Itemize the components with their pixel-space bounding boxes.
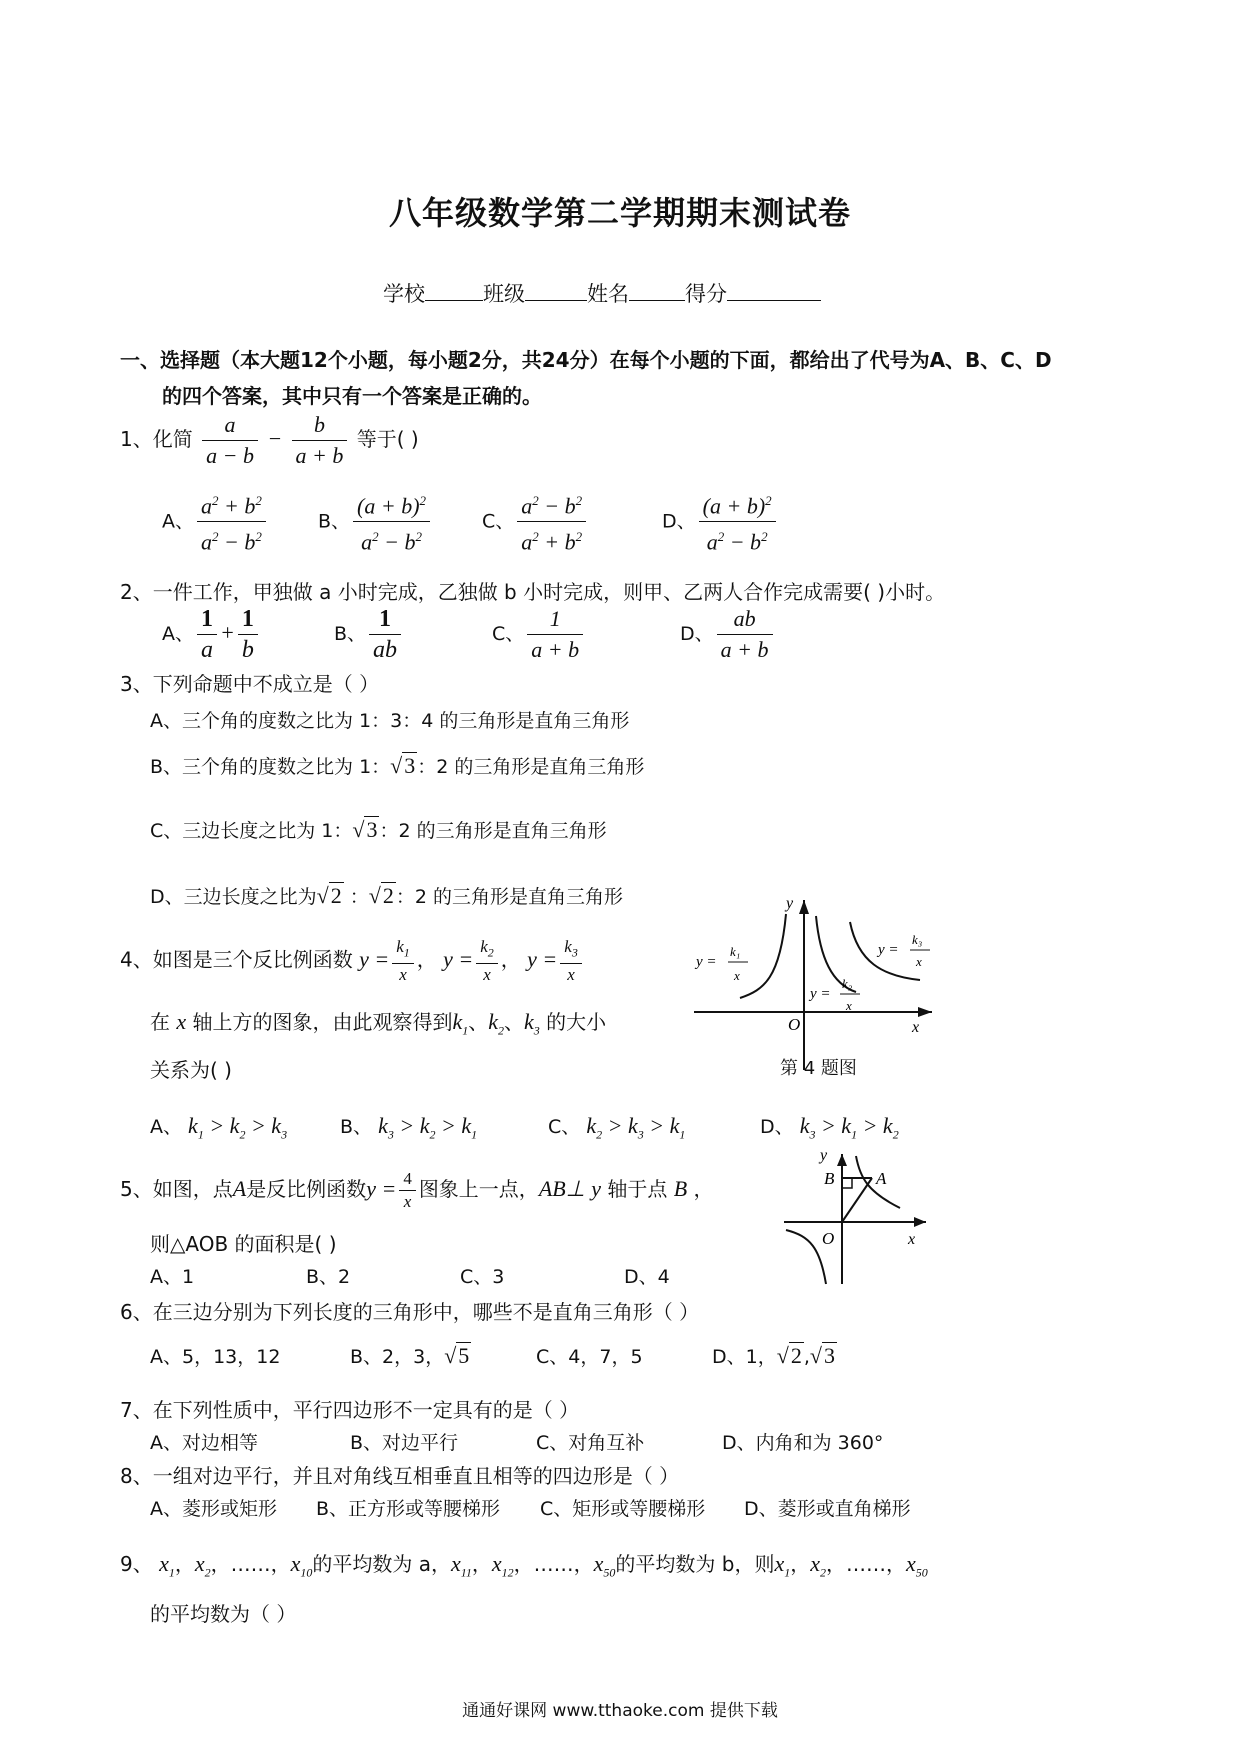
- origin-label: O: [788, 1015, 801, 1034]
- option-label: C、: [482, 510, 515, 533]
- point-b-label: B: [824, 1169, 835, 1188]
- q2-option-d[interactable]: [680, 604, 776, 665]
- q7-option-d[interactable]: D、内角和为 360°: [722, 1432, 884, 1454]
- q4-option-c[interactable]: C、 $k_2 > k_3 > k_1$: [548, 1113, 686, 1142]
- fraction: $\frac{k_1}{x}$: [392, 936, 414, 986]
- fraction: $\frac{a^2 - b^2}{a^2 + b^2}$: [517, 486, 586, 558]
- option-text: B、三个角的度数之比为 1：: [150, 756, 391, 778]
- q5-text: AB⊥: [538, 1176, 585, 1201]
- y-axis-arrow: [799, 900, 809, 914]
- segment-oa: [842, 1178, 872, 1222]
- fraction: $\frac{4}{x}$: [399, 1168, 416, 1213]
- question-4: 4、如图是三个反比例函数 y = $\frac{k_1}{x}$ ， y = $\frac{k_2}{x}$ ， y = $\frac{k_3}{x}$: [120, 936, 585, 986]
- q6-option-b[interactable]: [350, 1342, 471, 1369]
- hyperbola-branch-2: [786, 1230, 826, 1284]
- y-label: y: [786, 895, 794, 912]
- fraction: $\frac{b}{a + b}$: [292, 410, 348, 471]
- option-label: C、: [548, 1116, 581, 1138]
- q4-option-a[interactable]: A、 $k_1 > k_2 > k_3$: [150, 1113, 288, 1142]
- option-text: ：2 的三角形是直角三角形: [417, 756, 645, 778]
- sqrt-5: √5: [444, 1343, 470, 1368]
- fraction: $\frac{k_3}{x}$: [560, 936, 582, 986]
- q1-option-d[interactable]: [662, 486, 779, 558]
- q5-text: 轴于点: [607, 1177, 668, 1201]
- fraction: $\frac{a^2 + b^2}{a^2 - b^2}$: [197, 486, 266, 558]
- option-label: A、: [150, 1116, 182, 1138]
- q5-figure: [780, 1148, 930, 1288]
- label-k2-num: k₂: [842, 976, 853, 991]
- section-line-2: 的四个答案，其中只有一个答案是正确的。: [162, 384, 542, 408]
- label-k3-num: k₃: [912, 932, 923, 947]
- option-label: A、: [162, 510, 194, 533]
- right-angle-mark: [842, 1178, 852, 1188]
- name-label: 姓名: [587, 282, 629, 306]
- section-line-1: 一、选择题（本大题12个小题，每小题2分，共24分）在每个小题的下面，都给出了代号为A、B、C、D: [120, 348, 1052, 372]
- q5-option-d[interactable]: D、4: [624, 1266, 670, 1288]
- q8-option-b[interactable]: B、正方形或等腰梯形: [316, 1498, 501, 1520]
- option-label: B、: [318, 510, 351, 533]
- school-label: 学校: [383, 282, 425, 306]
- option-text: D、三边长度之比为: [150, 886, 317, 908]
- sqrt-3: √3: [809, 1343, 835, 1368]
- option-label: B、: [334, 623, 367, 645]
- q4-option-b[interactable]: B、 $k_3 > k_2 > k_1$: [340, 1113, 478, 1142]
- school-blank[interactable]: [425, 282, 483, 301]
- q9-text: 的平均数为 b，则: [615, 1552, 775, 1576]
- score-label: 得分: [685, 282, 727, 306]
- label-k1: y =: [696, 954, 717, 970]
- q4-option-d[interactable]: D、 $k_3 > k_1 > k_2$: [760, 1113, 899, 1142]
- q5-text: 图象上一点，: [418, 1177, 539, 1201]
- q4-line-3: 关系为( ): [150, 1058, 232, 1082]
- q4-figure: [686, 894, 940, 1074]
- fraction: $\frac{ab}{a + b}$: [717, 604, 773, 665]
- label-k2-den: x: [846, 998, 852, 1013]
- fraction: $\frac{1}{a + b}$: [527, 604, 583, 665]
- fraction: $\frac{(a + b)^2}{a^2 - b^2}$: [353, 486, 430, 558]
- q4-figure-caption: 第 4 题图: [780, 1058, 857, 1079]
- q3-option-a[interactable]: A、三个角的度数之比为 1：3：4 的三角形是直角三角形: [150, 710, 630, 732]
- origin-label: O: [822, 1229, 835, 1248]
- fraction: $\frac{1}{a}$: [197, 604, 217, 665]
- q1-option-b[interactable]: [318, 486, 433, 558]
- q5-option-b[interactable]: B、2: [306, 1266, 351, 1288]
- class-label: 班级: [483, 282, 525, 306]
- q4-prefix: 4、如图是三个反比例函数: [120, 947, 353, 972]
- name-blank[interactable]: [629, 282, 685, 301]
- q9-line-2: 的平均数为（ ）: [150, 1602, 297, 1626]
- fraction: $\frac{1}{ab}$: [369, 604, 401, 665]
- option-text: ：2 的三角形是直角三角形: [395, 886, 623, 908]
- q8-option-a[interactable]: A、菱形或矩形: [150, 1498, 277, 1520]
- fraction: $\frac{k_2}{x}$: [476, 936, 498, 986]
- section-heading: [120, 342, 1140, 414]
- option-text: ：2 的三角形是直角三角形: [379, 820, 607, 842]
- option-label: B、2，3，: [350, 1346, 445, 1368]
- option-label: B、: [340, 1116, 373, 1138]
- q1-suffix: 等于( ): [356, 427, 419, 451]
- question-6: 6、在三边分别为下列长度的三角形中，哪些不是直角三角形（ ）: [120, 1300, 700, 1324]
- sqrt-3: √3: [352, 817, 378, 842]
- question-8: 8、一组对边平行，并且对角线互相垂直且相等的四边形是（ ）: [120, 1464, 680, 1488]
- x-axis-arrow: [914, 1217, 926, 1227]
- q3-option-c[interactable]: [150, 816, 607, 843]
- q7-option-b[interactable]: B、对边平行: [350, 1432, 459, 1454]
- q6-option-a[interactable]: A、5，13，12: [150, 1346, 281, 1368]
- q7-option-a[interactable]: A、对边相等: [150, 1432, 258, 1454]
- q5-line-2: 则△AOB 的面积是( ): [150, 1232, 337, 1256]
- q5-option-c[interactable]: C、3: [460, 1266, 505, 1288]
- q2-option-a[interactable]: A、 $\frac{1}{a}$ + $\frac{1}{b}$: [162, 604, 261, 665]
- question-3: 3、下列命题中不成立是（ ）: [120, 672, 380, 696]
- option-label: A、: [162, 623, 194, 645]
- q1-prefix: 1、化简: [120, 427, 193, 451]
- sqrt-2: √2: [776, 1343, 802, 1368]
- sqrt-2: √2: [316, 883, 342, 908]
- score-blank[interactable]: [727, 282, 821, 301]
- fraction: $\frac{a}{a - b}$: [202, 410, 258, 471]
- q5-text: 是反比例函数: [246, 1177, 367, 1201]
- q1-option-a[interactable]: [162, 486, 269, 558]
- fraction: $\frac{(a + b)^2}{a^2 - b^2}$: [699, 486, 776, 558]
- option-label: D、: [662, 510, 696, 533]
- q9-number: 9、: [120, 1552, 153, 1576]
- q2-option-c[interactable]: [492, 604, 586, 665]
- sqrt-2: √2: [368, 883, 394, 908]
- question-7: 7、在下列性质中，平行四边形不一定具有的是（ ）: [120, 1398, 580, 1422]
- class-blank[interactable]: [525, 282, 587, 301]
- label-k1-num: k₁: [730, 944, 741, 959]
- option-label: D、: [680, 623, 714, 645]
- q8-option-d[interactable]: D、菱形或直角梯形: [744, 1498, 911, 1520]
- option-label: C、: [492, 623, 525, 645]
- label-k3-den: x: [916, 954, 922, 969]
- q6-option-d[interactable]: D、1，√2 ,√3: [712, 1343, 835, 1368]
- label-k3: y =: [878, 942, 899, 958]
- curve-k1: [740, 914, 786, 998]
- label-k2: y =: [810, 986, 831, 1002]
- x-label: x: [908, 1231, 916, 1248]
- option-label: D、: [760, 1116, 794, 1138]
- option-label: D、1，: [712, 1346, 777, 1368]
- q8-option-c[interactable]: C、矩形或等腰梯形: [540, 1498, 706, 1520]
- q4-text: 的大小: [546, 1010, 607, 1034]
- student-info-line: [383, 278, 821, 308]
- option-text: C、三边长度之比为 1：: [150, 820, 353, 842]
- fraction: $\frac{1}{b}$: [238, 604, 258, 665]
- q9-text: 的平均数为 a，: [312, 1552, 452, 1576]
- q5-text: 5、如图，点: [120, 1177, 233, 1201]
- q7-option-c[interactable]: C、对角互补: [536, 1432, 645, 1454]
- page-title: 八年级数学第二学期期末测试卷: [388, 194, 851, 232]
- question-1: 1、化简 $\frac{a}{a - b}$ − $\frac{b}{a + b}$ 等于( ): [120, 410, 419, 471]
- q1-option-c[interactable]: [482, 486, 589, 558]
- q4-text: 轴上方的图象，由此观察得到: [192, 1010, 453, 1034]
- y-label: y: [820, 1148, 828, 1164]
- q4-line-2: 在 x 轴上方的图象，由此观察得到$k_1$、$k_2$、$k_3$ 的大小: [150, 1009, 607, 1038]
- q4-text: 在: [150, 1010, 170, 1034]
- q3-option-d[interactable]: D、三边长度之比为√2 ：√2 ：2 的三角形是直角三角形: [150, 883, 623, 908]
- question-9: 9、 $x_1$，$x_2$，……，$x_{10}$的平均数为 a，$x_{11}$，$x_{12}$，……，$x_{50}$的平均数为 b，则$x_1$，$x_2$，……，$x_{50}$: [120, 1551, 928, 1580]
- question-2: 2、一件工作，甲独做 a 小时完成，乙独做 b 小时完成，则甲、乙两人合作完成需要( )小时。: [120, 580, 946, 604]
- point-a-label: A: [876, 1169, 887, 1188]
- x-label: x: [912, 1019, 920, 1036]
- question-5: 5、如图，点A是反比例函数y = $\frac{4}{x}$ 图象上一点，AB⊥ y 轴于点 B ，: [120, 1169, 714, 1211]
- page-footer: 通通好课网 www.tthaoke.com 提供下载: [462, 1701, 778, 1721]
- q3-option-b[interactable]: [150, 752, 644, 779]
- y-axis-arrow: [837, 1154, 847, 1166]
- x-axis-arrow: [918, 1007, 932, 1017]
- sqrt-3: √3: [390, 753, 416, 778]
- q5-option-a[interactable]: A、1: [150, 1266, 195, 1288]
- q6-option-c[interactable]: C、4，7，5: [536, 1346, 643, 1368]
- label-k1-den: x: [734, 968, 740, 983]
- q2-option-b[interactable]: [334, 604, 404, 665]
